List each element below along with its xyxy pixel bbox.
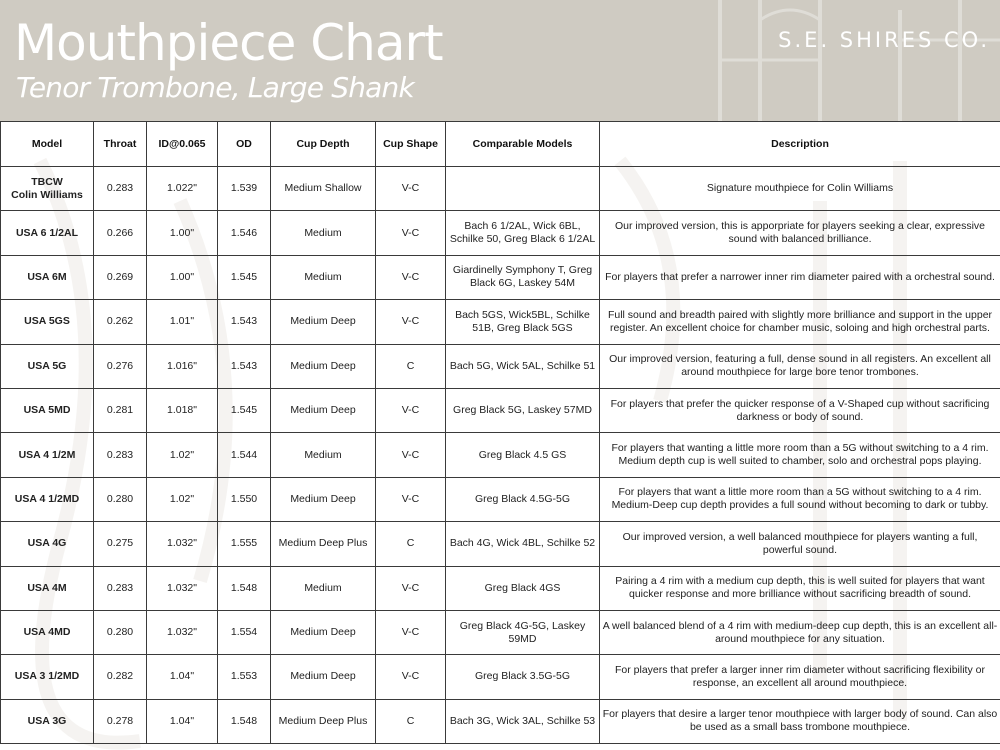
cell-description: For players that prefer a narrower inner rim diameter paired with a orchestral sound. [600, 255, 1000, 299]
cell-description: Our improved version, this is apporpriate for players seeking a clear, expressive sound with balanced brilliance. [600, 211, 1000, 255]
cell-throat: 0.283 [94, 433, 147, 477]
model-name: USA 6M [27, 270, 67, 283]
cell-model [1, 300, 94, 344]
model-name: USA 5MD [23, 404, 71, 417]
cell-model [1, 477, 94, 521]
cell-description: Our improved version, a well balanced mouthpiece for players wanting a full, powerful sound. [600, 522, 1000, 566]
cell-model [1, 522, 94, 566]
cell-cup-depth: Medium [271, 211, 376, 255]
cell-id: 1.02" [147, 477, 218, 521]
cell-comparable: Bach 6 1/2AL, Wick 6BL, Schilke 50, Greg Black 6 1/2AL [446, 211, 600, 255]
cell-id: 1.01" [147, 300, 218, 344]
column-header-comparable: Comparable Models [446, 122, 600, 167]
trombone-illustration [700, 0, 1000, 121]
model-name: USA 6 1/2AL [15, 226, 79, 239]
cell-id: 1.032" [147, 566, 218, 610]
cell-throat: 0.280 [94, 477, 147, 521]
cell-od: 1.548 [218, 566, 271, 610]
cell-cup-depth: Medium [271, 566, 376, 610]
cell-od: 1.554 [218, 610, 271, 654]
table-row [1, 167, 1000, 211]
cell-model [1, 610, 94, 654]
column-header-model: Model [1, 122, 94, 167]
cell-comparable: Greg Black 4.5 GS [446, 433, 600, 477]
cell-comparable [446, 167, 600, 211]
cell-description: For players that want a little more room than a 5G without switching to a 4 rim. Medium-Deep cup depth provides a full sound without becoming to dark or tubby. [600, 477, 1000, 521]
cell-od: 1.553 [218, 655, 271, 699]
cell-cup-shape: V-C [376, 388, 446, 432]
column-header-cup-depth: Cup Depth [271, 122, 376, 167]
cell-description: For players that wanting a little more room than a 5G without switching to a 4 rim. Medium depth cup is well suited to chamber, solo and orchestral pops playing. [600, 433, 1000, 477]
cell-id: 1.022" [147, 167, 218, 211]
cell-comparable: Greg Black 4.5G-5G [446, 477, 600, 521]
cell-id: 1.02" [147, 433, 218, 477]
table-body [1, 167, 1000, 744]
cell-model [1, 566, 94, 610]
cell-throat: 0.276 [94, 344, 147, 388]
cell-cup-depth: Medium Shallow [271, 167, 376, 211]
cell-cup-depth: Medium Deep [271, 344, 376, 388]
table-row [1, 255, 1000, 299]
cell-comparable: Greg Black 5G, Laskey 57MD [446, 388, 600, 432]
table-row [1, 699, 1000, 743]
cell-model [1, 655, 94, 699]
model-name: USA 4MD [23, 626, 71, 639]
cell-cup-depth: Medium [271, 255, 376, 299]
cell-cup-shape: V-C [376, 477, 446, 521]
cell-cup-shape: V-C [376, 610, 446, 654]
cell-cup-depth: Medium Deep [271, 388, 376, 432]
cell-comparable: Bach 5GS, Wick5BL, Schilke 51B, Greg Black 5GS [446, 300, 600, 344]
cell-od: 1.546 [218, 211, 271, 255]
page-subtitle: Tenor Trombone, Large Shank [16, 71, 414, 104]
cell-model [1, 699, 94, 743]
cell-cup-shape: V-C [376, 655, 446, 699]
model-name-line2: Colin Williams [11, 188, 83, 201]
model-name: USA 4M [27, 581, 67, 594]
cell-id: 1.032" [147, 610, 218, 654]
cell-cup-depth: Medium [271, 433, 376, 477]
model-name: USA 3 1/2MD [14, 670, 80, 683]
cell-throat: 0.283 [94, 566, 147, 610]
cell-id: 1.018" [147, 388, 218, 432]
table-row [1, 433, 1000, 477]
table-header-row [1, 122, 1000, 167]
table-row [1, 344, 1000, 388]
cell-cup-depth: Medium Deep Plus [271, 699, 376, 743]
cell-throat: 0.275 [94, 522, 147, 566]
cell-description: Pairing a 4 rim with a medium cup depth, this is well suited for players that want quicker response and more brilliance without sacrificing breadth of sound. [600, 566, 1000, 610]
cell-comparable: Greg Black 4GS [446, 566, 600, 610]
header-banner [0, 0, 1000, 121]
brand-logo: S.E. SHIRES CO. [778, 28, 990, 52]
cell-description: Signature mouthpiece for Colin Williams [600, 167, 1000, 211]
model-name: TBCW [31, 175, 63, 188]
mouthpiece-table [0, 121, 1000, 744]
cell-cup-depth: Medium Deep [271, 300, 376, 344]
cell-od: 1.539 [218, 167, 271, 211]
cell-throat: 0.262 [94, 300, 147, 344]
cell-cup-shape: V-C [376, 211, 446, 255]
table-row [1, 300, 1000, 344]
cell-cup-depth: Medium Deep [271, 477, 376, 521]
table-row [1, 655, 1000, 699]
cell-description: For players that prefer the quicker response of a V-Shaped cup without sacrificing darkness or body of sound. [600, 388, 1000, 432]
table-row [1, 388, 1000, 432]
cell-id: 1.00" [147, 211, 218, 255]
column-header-description: Description [600, 122, 1000, 167]
cell-od: 1.543 [218, 300, 271, 344]
cell-cup-shape: V-C [376, 566, 446, 610]
model-name: USA 5GS [24, 315, 70, 328]
model-name: USA 3G [27, 714, 67, 727]
cell-od: 1.545 [218, 388, 271, 432]
cell-od: 1.544 [218, 433, 271, 477]
cell-description: For players that desire a larger tenor mouthpiece with larger body of sound. Can also be used as a small bass trombone mouthpiece. [600, 699, 1000, 743]
cell-cup-depth: Medium Deep Plus [271, 522, 376, 566]
cell-model [1, 255, 94, 299]
cell-model [1, 433, 94, 477]
cell-comparable: Bach 3G, Wick 3AL, Schilke 53 [446, 699, 600, 743]
cell-description: Full sound and breadth paired with slightly more brilliance and support in the upper register. An excellent choice for chamber music, soloing and high orchestral parts. [600, 300, 1000, 344]
cell-id: 1.00" [147, 255, 218, 299]
cell-cup-shape: V-C [376, 167, 446, 211]
cell-od: 1.543 [218, 344, 271, 388]
cell-model [1, 211, 94, 255]
model-name: USA 4 1/2M [18, 448, 76, 461]
cell-throat: 0.269 [94, 255, 147, 299]
cell-description: A well balanced blend of a 4 rim with medium-deep cup depth, this is an excellent all-around mouthpiece for any situation. [600, 610, 1000, 654]
cell-comparable: Bach 4G, Wick 4BL, Schilke 52 [446, 522, 600, 566]
page-title: Mouthpiece Chart [14, 14, 443, 72]
cell-comparable: Greg Black 4G-5G, Laskey 59MD [446, 610, 600, 654]
cell-cup-shape: C [376, 344, 446, 388]
cell-id: 1.032" [147, 522, 218, 566]
cell-model [1, 167, 94, 211]
model-name: USA 4G [27, 537, 67, 550]
cell-description: Our improved version, featuring a full, dense sound in all registers. An excellent all around mouthpiece for large bore tenor trombones. [600, 344, 1000, 388]
cell-comparable: Bach 5G, Wick 5AL, Schilke 51 [446, 344, 600, 388]
cell-model [1, 388, 94, 432]
column-header-id: ID@0.065 [147, 122, 218, 167]
cell-throat: 0.280 [94, 610, 147, 654]
cell-throat: 0.278 [94, 699, 147, 743]
cell-cup-shape: V-C [376, 255, 446, 299]
cell-id: 1.04" [147, 655, 218, 699]
cell-cup-shape: V-C [376, 300, 446, 344]
cell-od: 1.548 [218, 699, 271, 743]
cell-od: 1.555 [218, 522, 271, 566]
cell-throat: 0.266 [94, 211, 147, 255]
column-header-throat: Throat [94, 122, 147, 167]
cell-throat: 0.283 [94, 167, 147, 211]
cell-model [1, 344, 94, 388]
cell-comparable: Greg Black 3.5G-5G [446, 655, 600, 699]
model-name: USA 4 1/2MD [14, 492, 80, 505]
table-row [1, 477, 1000, 521]
column-header-cup-shape: Cup Shape [376, 122, 446, 167]
cell-id: 1.04" [147, 699, 218, 743]
cell-cup-shape: V-C [376, 433, 446, 477]
cell-description: For players that prefer a larger inner rim diameter without sacrificing flexibility or response, an excellent all around mouthpiece. [600, 655, 1000, 699]
cell-throat: 0.282 [94, 655, 147, 699]
cell-cup-depth: Medium Deep [271, 610, 376, 654]
cell-cup-depth: Medium Deep [271, 655, 376, 699]
cell-id: 1.016" [147, 344, 218, 388]
table-row [1, 211, 1000, 255]
cell-cup-shape: C [376, 522, 446, 566]
cell-cup-shape: C [376, 699, 446, 743]
column-header-od: OD [218, 122, 271, 167]
table-row [1, 610, 1000, 654]
cell-comparable: Giardinelly Symphony T, Greg Black 6G, Laskey 54M [446, 255, 600, 299]
cell-od: 1.545 [218, 255, 271, 299]
table-row [1, 566, 1000, 610]
table-row [1, 522, 1000, 566]
cell-throat: 0.281 [94, 388, 147, 432]
cell-od: 1.550 [218, 477, 271, 521]
model-name: USA 5G [27, 359, 67, 372]
